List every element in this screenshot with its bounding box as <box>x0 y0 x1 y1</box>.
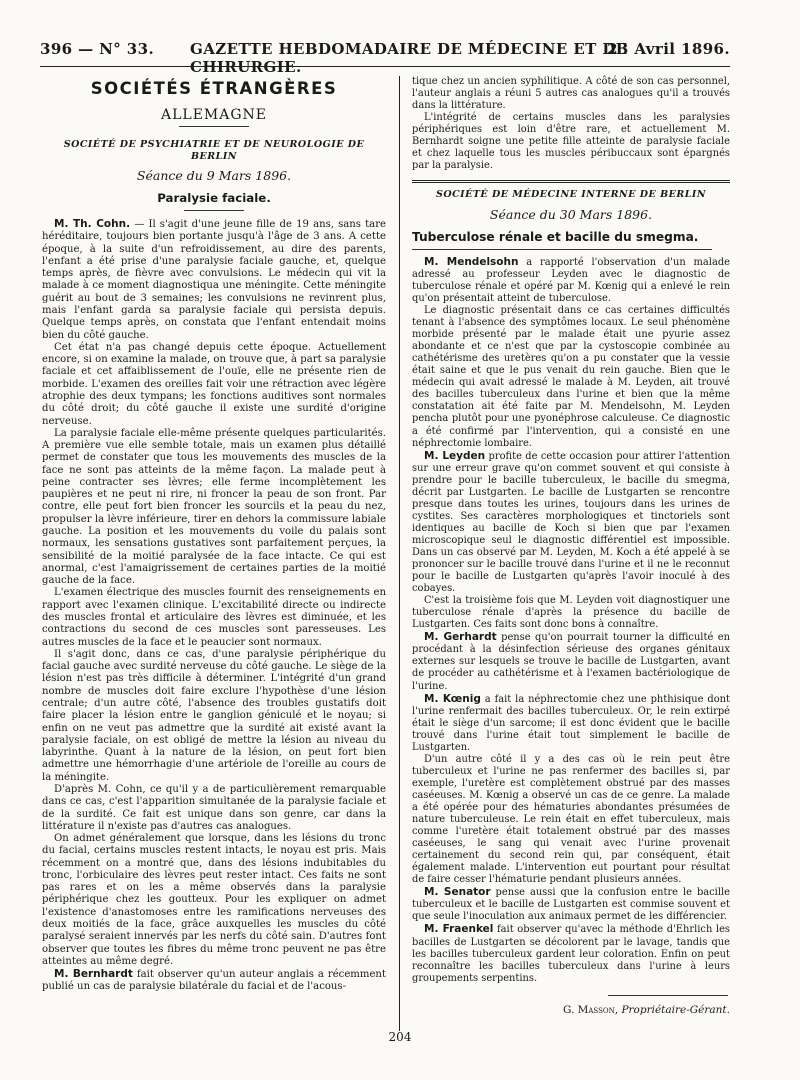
paragraph: D'un autre côté il y a des cas où le rein peut être tuberculeux et l'urine ne pas renfermer des bacilles si, par exemple, l'uretère est complètement obstrué par des masses caséeuses. M. Kœnig a observé un cas de ce genre. La malade a été opérée pour des hématuries abondantes présumées de nature tuberculeuse. Le rein était en effet tuberculeux, mais comme l'uretère était totalement obstrué par des masses caséeuses, le sang qui venait avec l'urine provenait certainement du second rein qui, par conséquent, était également malade. L'intervention eut pourtant pour résultat de faire cesser l'hématurie pendant plusieurs années. <box>412 753 730 886</box>
paragraph: L'examen électrique des muscles fournit des renseignements en rapport avec l'examen clinique. L'excitabilité directe ou indirecte des muscles frontal et articulaire des lèvres est diminuée, et les contractions du second de ces muscles sont paresseuses. Les autres muscles de la face et le peaucier sont normaux. <box>42 587 386 648</box>
speaker-name: M. Th. Cohn. <box>54 218 131 230</box>
signature-role: Propriétaire-Gérant. <box>618 1003 730 1016</box>
section-title: SOCIÉTÉS ÉTRANGÈRES <box>90 79 338 98</box>
session-date: Séance du 9 Mars 1896. <box>136 168 292 183</box>
paragraph-text: fait observer qu'un auteur anglais a récemment publié un cas de paralysie bilatérale du facial et de l'acous- <box>42 969 386 993</box>
paragraph: Cet état n'a pas changé depuis cette époque. Actuellement encore, si on examine la malade, on trouve que, à part sa paralysie faciale et cet affaiblissement de l'ouïe, elle ne présente rien de morbide. L'examen des oreilles fait voir une rétraction avec légère atrophie des deux tympans; les fonctions auditives sont normales du côté droit; du côté gauche il existe une surdité d'origine nerveuse. <box>42 341 386 427</box>
speaker-name: M. Senator <box>424 886 491 899</box>
speaker-name: M. Gerhardt <box>424 631 497 644</box>
left-column <box>42 76 386 994</box>
paragraph-text: profite de cette occasion pour attirer l'attention sur une erreur grave qu'on commet souvent et qui consiste à prendre pour le bacille tuberculeux, le bacille du smegma, décrit par Lustgarten. Le bacille de Lustgarten se rencontre presque dans toutes les urines, toujours dans les urines de cystites. Ses caractères morphologiques et tinctoriels sont identiques au bacille de Koch si bien que par l'examen microscopique seul le diagnostic différentiel est impossible. Dans un cas observé par M. Leyden, M. Koch a été appelé à se prononcer sur le bacille trouvé dans l'urine et il ne le reconnut pour le bacille de Lustgarten qu'après l'avoir inoculé à des cobayes. <box>412 450 730 595</box>
paragraph: On admet généralement que lorsque, dans les lésions du tronc du facial, certains muscles restent intacts, le noyau est pris. Mais récemment on a montré que, dans des lésions indubitables du tronc, l'orbiculaire des lèvres peut rester intact. Ces faits ne sont pas rares et on les a même observés dans la paralysie périphérique chez les goutteux. Pour les expliquer on admet l'existence d'anastomoses entre les ramifications nerveuses des deux moitiés de la face, grâce auxquelles les muscles du côté paralysé seraient innervés par les nerfs du côté sain. D'autres font observer que toutes les fibres du même tronc peuvent ne pas être atteintes au même degré. <box>42 833 386 967</box>
signature-name: G. Masson, <box>562 1003 619 1016</box>
paragraph <box>42 968 386 994</box>
signature <box>412 1004 730 1016</box>
paragraph: Il s'agit donc, dans ce cas, d'une paralysie périphérique du facial gauche avec surdité nerveuse du côté gauche. Le siège de la lésion n'est pas très difficile à déterminer. L'intégrité d'un grand nombre de muscles doit faire exclure l'hypothèse d'une lésion centrale; d'un autre côté, l'absence des troubles gustatifs doit faire placer la lésion entre le ganglion géniculé et le noyau; si enfin on ne veut pas admettre que la surdité ait existé avant la paralysie faciale, on est obligé de mettre la lésion au niveau du labyrinthe. Quant à la nature de la lésion, on peut fort bien admettre une hémorrhagie d'une artériole de l'oreille au cours de la méningite. <box>42 648 386 783</box>
paragraph: Le diagnostic présentait dans ce cas certaines difficultés tenant à l'absence des symptômes locaux. Le seul phénomène morbide présenté par le malade était une pyurie assez abondante et ce n'est que par la cystoscopie combinée au cathétérisme des uretères qu'on a pu constater que la vessie était saine et que le pus venait du rein gauche. Bien que le médecin qui avait adressé le malade à M. Leyden, ait trouvé des bacilles tuberculeux dans l'urine et bien que la même constatation ait été faite par M. Mendelsohn, M. Leyden pencha plutôt pour une pyonéphrose calculeuse. Ce diagnostic a été confirmé par l'intervention, qui a consisté en une néphrectomie lombaire. <box>412 305 730 449</box>
paragraph <box>412 256 730 305</box>
paragraph-text: pense aussi que la confusion entre le bacille tuberculeux et le bacille de Lustgarten est commise souvent et que seule l'inoculation aux animaux permet de les différencier. <box>412 887 731 923</box>
folio-number: 204 <box>388 1030 412 1044</box>
right-column <box>412 76 730 1016</box>
paragraph-text: a fait la néphrectomie chez une phthisique dont l'urine renfermait des bacilles tuberculeux. Or, le rein extirpé était le siège d'un sarcome; il est donc évident que le bacille trouvé dans l'urine était tout simplement le bacille de Lustgarten. <box>412 693 730 753</box>
paragraph: tique chez un ancien syphilitique. A côté de son cas personnel, l'auteur anglais a réuni 5 autres cas analogues qu'il a trouvés dans la littérature. <box>412 76 730 112</box>
society-name: SOCIÉTÉ DE PSYCHIATRIE ET DE NEUROLOGIE DE BERLIN <box>63 139 365 162</box>
journal-title: GAZETTE HEBDOMADAIRE DE MÉDECINE ET DE CHIRURGIE. <box>190 40 628 76</box>
page-number: 396 — N° 33. <box>40 40 155 58</box>
paragraph-text: a rapporté l'observation d'un malade adressé au professeur Leyden avec le diagnostic de tuberculose rénale et opéré par M. Kœnig qui a enlevé le rein qu'on présentait atteint de tuberculose. <box>412 256 731 305</box>
article-title-rule <box>412 249 712 250</box>
column-divider <box>399 76 400 1031</box>
paragraph <box>42 218 386 342</box>
paragraph <box>412 693 730 754</box>
speaker-name: M. Bernhardt <box>54 968 133 981</box>
paragraph: La paralysie faciale elle-même présente quelques particularités. A première vue elle semble totale, mais un examen plus détaillé permet de constater que tous les mouvements des muscles de la face ne sont pas atteints de la même façon. La malade peut à peine contracter ses lèvres; elle ferme incomplètement les paupières et ne peut ni rire, ni froncer la peau de son front. Par contre, elle peut fort bien froncer les sourcils et la peau du nez, propulser la lèvre inférieure, tirer en dehors la commissure labiale gauche. La position et les mouvements du voile du palais sont normaux, les sensations gustatives sont parfaitement perçues, la sensibilité de la moitié paralysée de la face intacte. Ce qui est anormal, c'est l'amaigrissement de certaines parties de la moitié gauche de la face. <box>42 427 386 587</box>
article-title: Paralysie faciale. <box>157 191 271 205</box>
session-date: Séance du 30 Mars 1896. <box>489 206 653 222</box>
signature-rule <box>608 995 728 996</box>
paragraph <box>412 923 730 984</box>
paragraph-text: pense qu'on pourrait tourner la difficulté en procédant à la désinfection sérieuse des organes génitaux externes sur lesquels se trouve le bacille de Lustgarten, avant de procéder au cathétérisme et à l'examen bactériologique de l'urine. <box>412 632 730 692</box>
paragraph: D'après M. Cohn, ce qu'il y a de particulièrement remarquable dans ce cas, c'est l'apparition simultanée de la paralysie faciale et de la surdité. Ce fait est unique dans son genre, car dans la littérature il n'existe pas d'autres cas analogues. <box>42 783 386 832</box>
article-title-rule <box>184 210 244 211</box>
paragraph: L'intégrité de certains muscles dans les paralysies périphériques est loin d'être rare, et actuellement M. Bernhardt soigne une petite fille atteinte de paralysie faciale et chez laquelle tous les muscles péribuccaux sont épargnés par la paralysie. <box>412 112 730 172</box>
paragraph <box>412 886 730 923</box>
society-name: SOCIÉTÉ DE MÉDECINE INTERNE DE BERLIN <box>435 189 707 201</box>
paragraph: C'est la troisième fois que M. Leyden voit diagnostiquer une tuberculose rénale d'après la présence du bacille de Lustgarten. Ces faits sont donc bons à connaître. <box>412 595 730 631</box>
country-heading: ALLEMAGNE <box>160 107 268 123</box>
running-header <box>40 36 730 76</box>
country-rule <box>179 126 249 127</box>
paragraph <box>412 631 730 692</box>
paragraph-text: fait observer qu'avec la méthode d'Ehrlich les bacilles de Lustgarten se décolorent par le lavage, tandis que les bacilles tuberculeux gardent leur coloration. Enfin on peut reconnaître les bacilles tuberculeux dans l'urine à leurs groupements serpentins. <box>412 924 730 984</box>
speaker-name: M. Kœnig <box>424 692 481 705</box>
speaker-name: M. Leyden <box>424 449 486 462</box>
speaker-name: M. Mendelsohn <box>424 255 519 268</box>
speaker-name: M. Fraenkel <box>424 923 494 936</box>
issue-date: 23 Avril 1896. <box>607 40 730 58</box>
paragraph-text: — Il s'agit d'une jeune fille de 19 ans, sans tare héréditaire, toujours bien portante jusqu'à l'âge de 3 ans. A cette époque, à la suite d'un refroidissement, au dire des parents, l'enfant a été prise d'une paralysie faciale gauche, et, quelque temps après, de fièvre avec convulsions. Le médecin qui vit la malade à ce moment diagnostiqua une méningite. Cette méningite guérit au bout de 3 semaines; les convulsions ne revinrent plus, mais l'enfant garda sa paralysie faciale qui persista depuis. Quelque temps après, on constata que l'enfant entendait moins bien du côté gauche. <box>42 219 386 341</box>
header-rule <box>40 66 730 67</box>
article-title: Tuberculose rénale et bacille du smegma. <box>412 229 699 244</box>
paragraph <box>412 450 730 596</box>
section-separator <box>412 180 730 183</box>
